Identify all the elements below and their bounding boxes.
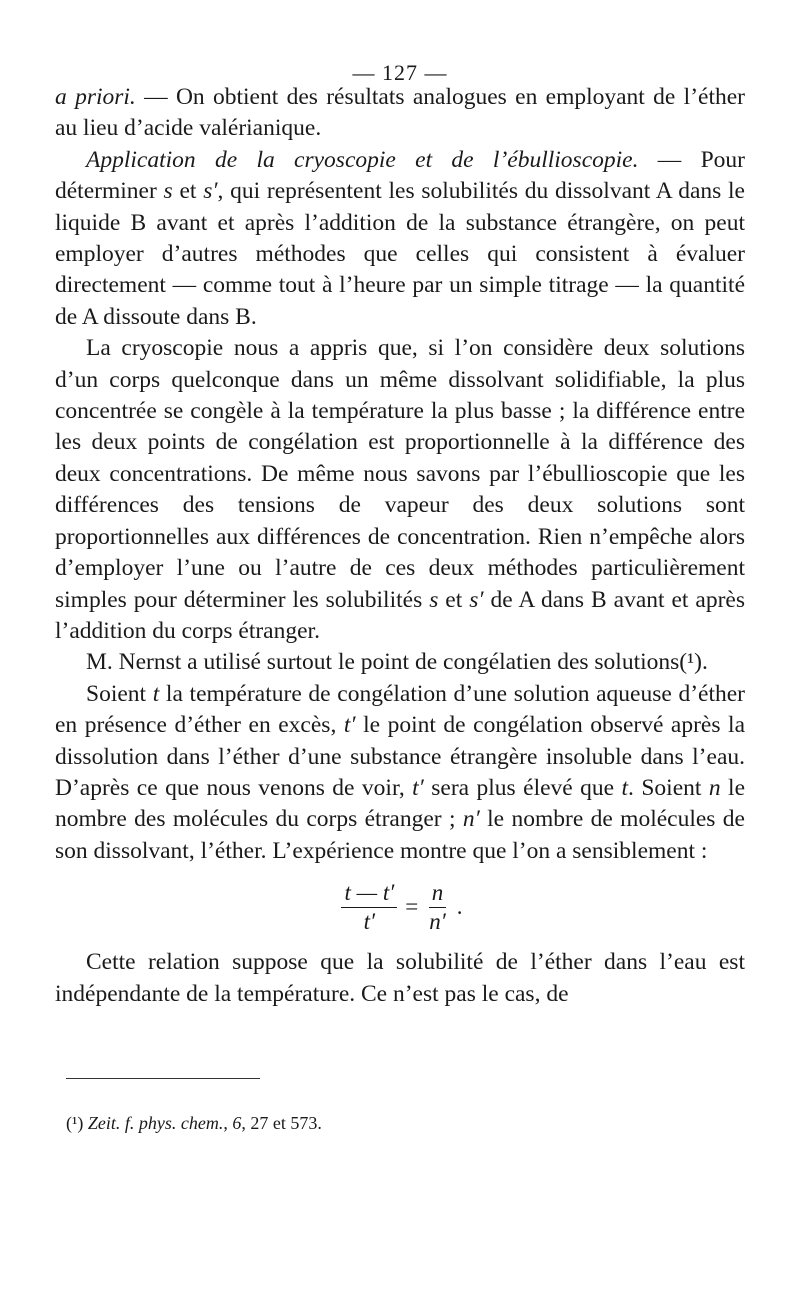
paragraph-5 [55, 679, 745, 867]
paragraph-6: Cette relation suppose que la solubilité de l’éther dans l’eau est indépendante de la température. Ce n’est pas le cas, de [55, 949, 745, 1007]
text-run: la température de congélation d’une solution aqueuse d’éther en présence d’éther en excès, [55, 680, 746, 739]
text-run: — On obtient des résultats analogues en employant de l’éther au lieu d’acide valérianique. [55, 84, 745, 142]
footnote-divider [66, 1078, 260, 1079]
equals-sign: = [405, 894, 419, 920]
variable: s [429, 586, 439, 613]
text-run: M. Nernst a utilisé surtout le point de congélatien des solutions [86, 649, 680, 676]
equation-period: . [456, 894, 463, 920]
text-run: . Soient [628, 774, 709, 801]
text-run: . [702, 649, 708, 676]
denominator: n′ [429, 908, 446, 934]
variable: n [708, 774, 721, 801]
body-text [55, 82, 745, 1010]
text-run: et [172, 178, 204, 205]
text-run: le point de congélation observé après la dissolution dans l’éther d’une substance étrangère insoluble dans l’eau. D’après ce que nous venons de voir, [55, 712, 746, 801]
text-run: sera plus élevé que [423, 774, 622, 801]
variable: t [621, 774, 629, 801]
text-run: — Pour déterminer [55, 146, 745, 205]
footnote-mark: (¹) [66, 1113, 84, 1133]
variable: n′ [462, 806, 480, 833]
footnote-pages: , 27 et 573. [241, 1113, 322, 1133]
variable: t [152, 680, 160, 707]
footnote [66, 1112, 322, 1134]
fraction-right [426, 879, 449, 936]
variable: s′ [203, 178, 218, 205]
text-run: de A dans B avant et après l’addition du corps étranger. [55, 586, 745, 644]
footnote-volume: 6 [232, 1113, 242, 1133]
text-run: , qui représentent les solubilités du dissolvant A dans le liquide B avant et après l’addition de la substance étrangère, on peut employer d’autres méthodes que celles qui consistent à évaluer directement — comme tout à l’heure par un simple titrage — la quantité de A dissoute dans B. [55, 178, 745, 330]
paragraph-2 [55, 145, 745, 333]
paragraph-4 [55, 647, 745, 678]
variable: t′ [343, 712, 356, 739]
equation [55, 867, 745, 947]
variable: s′ [469, 586, 484, 613]
footnote-journal: Zeit. f. phys. chem. [87, 1113, 224, 1133]
page-number: — 127 — [352, 60, 448, 85]
text-run: le nombre de molécules de son dissolvant, l’éther. L’expérience montre que l’on a sensiblement : [55, 806, 745, 864]
denominator: t′ [363, 908, 376, 934]
numerator: t — t′ [341, 879, 397, 908]
text-run: et [438, 586, 470, 613]
italic-phrase: a priori. [55, 84, 136, 110]
text-run: Soient [86, 680, 153, 707]
fraction-left [341, 879, 397, 936]
text-run: , [223, 1113, 233, 1133]
text-run: le nombre des molécules du corps étranger ; [55, 774, 746, 833]
variable: s [163, 178, 173, 205]
paragraph-3 [55, 333, 745, 647]
numerator: n [429, 879, 447, 908]
text-run: La cryoscopie nous a appris que, si l’on considère deux solutions d’un corps quelconque dans un même dissolvant solidifiable, la plus concentrée se congèle à la température la plus basse ; la différence entre les deux points de congélation est proportionnelle à la différence des deux concentrations. De même nous savons par l’ébullioscopie que les différences des tensions de vapeur des deux solutions sont proportionnelles aux différences de concentration. Rien n’empêche alors d’employer l’une ou l’autre de ces deux méthodes particulièrement simples pour déterminer les solubilités [55, 335, 745, 613]
section-heading: Application de la cryoscopie et de l’ébullioscopie. [86, 146, 639, 173]
variable: t′ [412, 774, 424, 801]
paragraph-1 [55, 82, 745, 145]
footnote-reference: (¹) [679, 649, 702, 676]
